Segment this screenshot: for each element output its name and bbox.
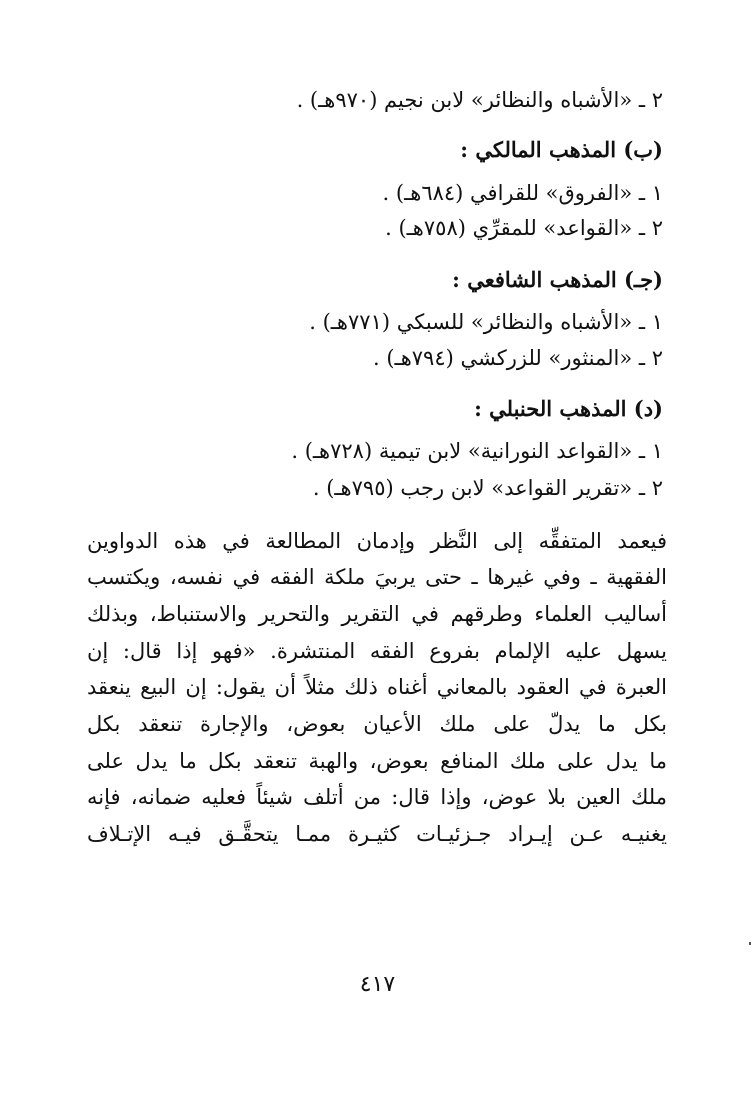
- paragraph-line: بكل ما يدلّ على ملك الأعيان بعوض، والإجارة تنعقد بكل: [87, 712, 667, 736]
- paragraph-line: ما يدل على ملك المنافع بعوض، والهبة تنعقد بكل ما يدل على: [87, 749, 667, 773]
- paragraph-line: ملك العين بلا عوض، وإذا قال: من أتلف شيئاً فعليه ضمانه، فإنه: [87, 785, 667, 809]
- section-heading-shafii: (جـ) المذهب الشافعي :: [452, 267, 663, 292]
- paragraph-line: أساليب العلماء وطرقهم في التقرير والتحرير والاستنباط، وبذلك: [87, 602, 667, 626]
- paragraph-line: العبرة في العقود بالمعاني أغناه ذلك مثلاً أن يقول: إن البيع ينعقد: [87, 675, 667, 699]
- paragraph-line: يغنيـه عـن إيـراد جـزئيـات كثيـرة ممـا يتحقَّـق فيـه الإتـلاف: [87, 822, 667, 846]
- section-heading-maliki: (ب) المذهب المالكي :: [460, 137, 663, 162]
- paragraph-line: فيعمد المتفقِّه إلى النَّظر وإدمان المطالعة في هذه الدواوين: [87, 529, 667, 553]
- list-item-shafii-2: ٢ ـ «المنثور» للزركشي (٧٩٤هـ) .: [373, 346, 663, 370]
- section-heading-hanbali: (د) المذهب الحنبلي :: [474, 396, 663, 421]
- scan-speck: [749, 942, 751, 945]
- list-item-maliki-2: ٢ ـ «القواعد» للمقرِّي (٧٥٨هـ) .: [385, 216, 663, 240]
- list-item-hanbali-1: ١ ـ «القواعد النورانية» لابن تيمية (٧٢٨هـ) .: [291, 439, 663, 463]
- list-item-hanbali-2: ٢ ـ «تقرير القواعد» لابن رجب (٧٩٥هـ) .: [312, 476, 663, 500]
- list-item-hanafi-2: ٢ ـ «الأشباه والنظائر» لابن نجيم (٩٧٠هـ) .: [296, 88, 663, 112]
- list-item-shafii-1: ١ ـ «الأشباه والنظائر» للسبكي (٧٧١هـ) .: [309, 310, 663, 334]
- paragraph-line: يسهل عليه الإلمام بفروع الفقه المنتشرة. «فهو إذا قال: إن: [87, 639, 667, 663]
- page-number: ٤١٧: [359, 972, 396, 997]
- paragraph-line: الفقهية ـ وفي غيرها ـ حتى يربيَ ملكة الفقه في نفسه، ويكتسب: [87, 565, 667, 589]
- list-item-maliki-1: ١ ـ «الفروق» للقرافي (٦٨٤هـ) .: [382, 181, 663, 205]
